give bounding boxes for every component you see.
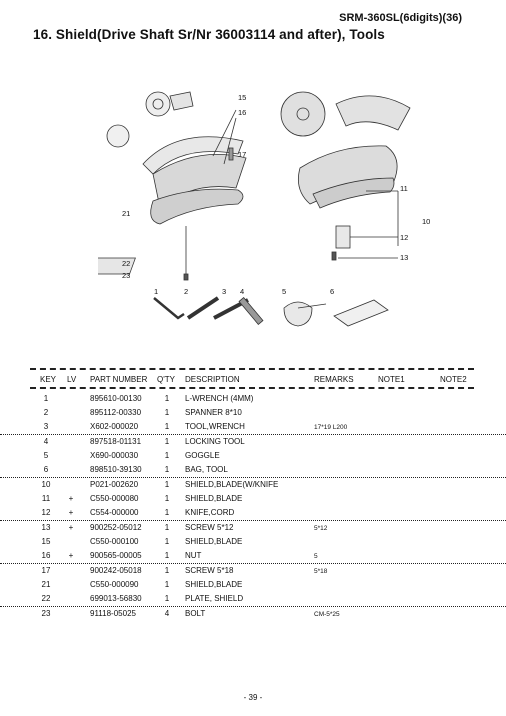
col-part-number: PART NUMBER bbox=[90, 375, 148, 384]
table-row: 4 897518-01131 1 LOCKING TOOL bbox=[43, 437, 245, 446]
locking-tool bbox=[239, 298, 263, 325]
callout-1: 1 bbox=[154, 287, 159, 296]
table-row: 13 + 900252-05012 1 SCREW 5*12 5*12 bbox=[41, 523, 328, 532]
bolt-23 bbox=[184, 274, 188, 280]
callout-6: 6 bbox=[330, 287, 335, 296]
col-description: DESCRIPTION bbox=[185, 375, 240, 384]
callout-16: 16 bbox=[238, 108, 247, 117]
col-key: KEY bbox=[40, 375, 57, 384]
table-row: 6 898510-39130 1 BAG, TOOL bbox=[0, 463, 506, 478]
table-row: 11 + C550-000080 1 SHIELD,BLADE bbox=[41, 494, 243, 503]
gear-part bbox=[146, 92, 170, 116]
goggle bbox=[284, 302, 312, 326]
blade-disc bbox=[281, 92, 325, 136]
col-qty: Q'TY bbox=[157, 375, 175, 384]
screw-17 bbox=[229, 148, 233, 160]
parts-diagram bbox=[98, 86, 438, 344]
page-title: 16. Shield(Drive Shaft Sr/Nr 36003114 and after), Tools bbox=[33, 27, 385, 42]
tool-bag bbox=[334, 300, 388, 326]
callout-21: 21 bbox=[122, 209, 131, 218]
knife-cord-12 bbox=[336, 226, 350, 248]
callout-15: 15 bbox=[238, 93, 247, 102]
callout-11: 11 bbox=[400, 184, 408, 193]
callout-17: 17 bbox=[238, 150, 247, 159]
table-row: 5 X690-000030 1 GOGGLE bbox=[43, 451, 220, 460]
col-note1: NOTE1 bbox=[378, 375, 405, 384]
callout-10: 10 bbox=[422, 217, 431, 226]
spanner bbox=[188, 298, 218, 318]
callout-23: 23 bbox=[122, 271, 131, 280]
callout-22: 22 bbox=[122, 259, 131, 268]
screw-13 bbox=[332, 252, 336, 260]
callout-13: 13 bbox=[400, 253, 409, 262]
table-row: 21 C550-000090 1 SHIELD,BLADE bbox=[41, 580, 243, 589]
l-wrench bbox=[154, 298, 184, 318]
callout-4: 4 bbox=[240, 287, 245, 296]
callout-5: 5 bbox=[282, 287, 287, 296]
model-label: SRM-360SL(6digits)(36) bbox=[339, 12, 462, 24]
callout-2: 2 bbox=[184, 287, 189, 296]
table-row: 1 895610-00130 1 L-WRENCH (4MM) bbox=[43, 394, 254, 403]
parts-table bbox=[0, 392, 506, 621]
table-row: 12 + C554-000000 1 KNIFE,CORD bbox=[0, 506, 506, 521]
table-row: 23 91118-05025 4 BOLT CM-5*25 bbox=[41, 609, 340, 618]
table-row: 17 900242-05018 1 SCREW 5*18 5*18 bbox=[41, 566, 328, 575]
table-header-rule bbox=[30, 387, 474, 389]
table-row: 10 P021-002620 1 SHIELD,BLADE(W/KNIFE bbox=[41, 480, 279, 489]
col-lv: LV bbox=[67, 375, 77, 384]
table-top-rule bbox=[30, 368, 474, 370]
table-row: 3 X602-000020 1 TOOL,WRENCH 17*19 L200 bbox=[0, 420, 506, 435]
table-row: 22 699013-56830 1 PLATE, SHIELD bbox=[0, 592, 506, 607]
col-remarks: REMARKS bbox=[314, 375, 354, 384]
callout-12: 12 bbox=[400, 233, 409, 242]
page-number: - 39 - bbox=[243, 693, 263, 702]
callout-3: 3 bbox=[222, 287, 227, 296]
table-row: 15 C550-000100 1 SHIELD,BLADE bbox=[41, 537, 243, 546]
table-row: 16 + 900565-00005 1 NUT 5 bbox=[0, 549, 506, 564]
table-row: 2 895112-00330 1 SPANNER 8*10 bbox=[43, 408, 242, 417]
col-note2: NOTE2 bbox=[440, 375, 467, 384]
